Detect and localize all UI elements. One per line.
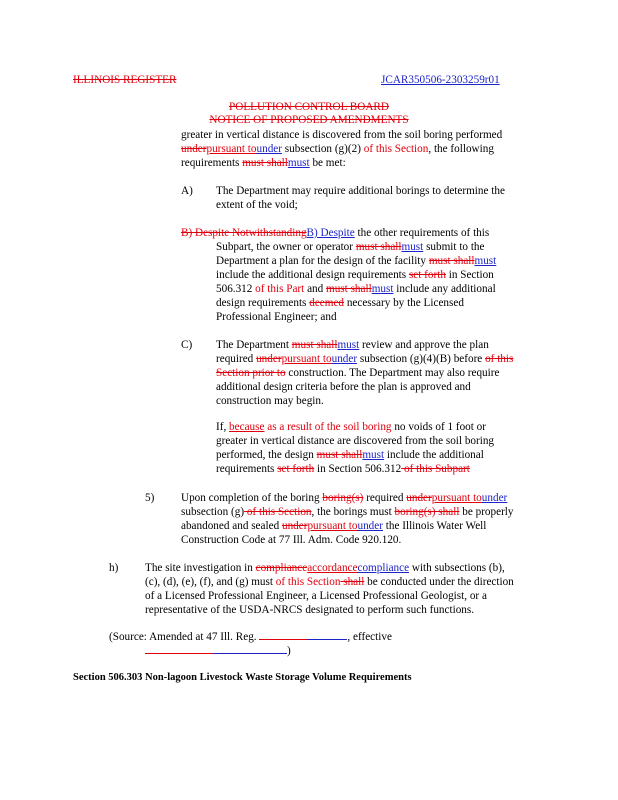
item-a-line-1: The Department may require additional borings to determine the [216, 185, 505, 197]
section-heading: Section 506.303 Non-lagoon Livestock Waste Storage Volume Requirements [73, 672, 412, 683]
item-b-line-7: Professional Engineer; and [216, 311, 337, 323]
board-name: POLLUTION CONTROL BOARD [229, 101, 389, 113]
intro-line-3: requirements must shallmust be met: [181, 157, 346, 169]
item-h-line-2: (c), (d), (e), (f), and (g) must of this Section shall be conducted under the direction [145, 576, 514, 588]
intro-line-1: greater in vertical distance is discovered from the soil boring performed [181, 129, 503, 141]
item-c-para2-line-3: performed, the design must shallmust include the additional [216, 449, 484, 461]
item-h-line-3: of a Licensed Professional Engineer, a Licensed Professional Geologist, or a [145, 590, 487, 602]
item-c-label: C) [181, 339, 193, 351]
item-c-line-2: required underpursuant tounder subsection (g)(4)(B) before of this [216, 353, 514, 365]
item-b-line-5: 506.312 of this Part and must shallmust include any additional [216, 283, 496, 295]
item-c-para2-line-4: requirements set forth in Section 506.312 of this Subpart [216, 463, 470, 475]
item-c-para2-line-1: If, because as a result of the soil boring no voids of 1 foot or [216, 421, 486, 433]
item-h-label: h) [109, 562, 119, 574]
item-b-line-4: include the additional design requirements set forth in Section [216, 269, 494, 281]
intro-line-2: underpursuant tounder subsection (g)(2) of this Section, the following [181, 143, 494, 155]
item-5-line-3: abandoned and sealed underpursuant tounder the Illinois Water Well [181, 520, 487, 532]
item-c-line-4: additional design criteria before the plan is approved and [216, 381, 471, 393]
item-c-line-5: construction may begin. [216, 395, 324, 407]
item-h-line-1: The site investigation in complianceaccordancecompliance with subsections (b), [145, 562, 505, 574]
effective-blank-ins [213, 653, 287, 654]
source-blank-del [259, 639, 307, 640]
item-a-line-2: extent of the void; [216, 199, 298, 211]
item-5-line-2: subsection (g) of this Section, the borings must boring(s) shall be properly [181, 506, 514, 518]
item-b-line-6: design requirements deemed necessary by the Licensed [216, 297, 464, 309]
source-blank-ins [307, 639, 347, 640]
jcar-reference: JCAR350506-2303259r01 [381, 74, 500, 86]
item-5-label: 5) [145, 492, 155, 504]
item-b-line-2: Subpart, the owner or operator must shallmust submit to the [216, 241, 485, 253]
item-c-para2-line-2: greater in vertical distance are discovered from the soil boring [216, 435, 495, 447]
item-b-line-3: Department a plan for the design of the facility must shallmust [216, 255, 497, 267]
source-note: (Source: Amended at 47 Ill. Reg. , effective [109, 631, 392, 643]
item-h-line-4: representative of the USDA-NRCS designated to perform such functions. [145, 604, 475, 616]
item-c-line-1: The Department must shallmust review and approve the plan [216, 339, 489, 351]
item-c-line-3: Section prior to construction. The Department may also require [216, 367, 500, 379]
item-b-line-1: B) Despite NotwithstandingB) Despite the other requirements of this [181, 227, 490, 239]
item-a-label: A) [181, 185, 193, 197]
source-note-line-2: ) [145, 644, 291, 658]
item-5-line-4: Construction Code at 77 Ill. Adm. Code 920.120. [181, 534, 402, 546]
effective-blank-del [145, 653, 213, 654]
item-5-line-1: Upon completion of the boring boring(s) required underpursuant tounder [181, 492, 508, 504]
notice-title: NOTICE OF PROPOSED AMENDMENTS [209, 114, 409, 126]
register-header: ILLINOIS REGISTER [73, 74, 177, 86]
